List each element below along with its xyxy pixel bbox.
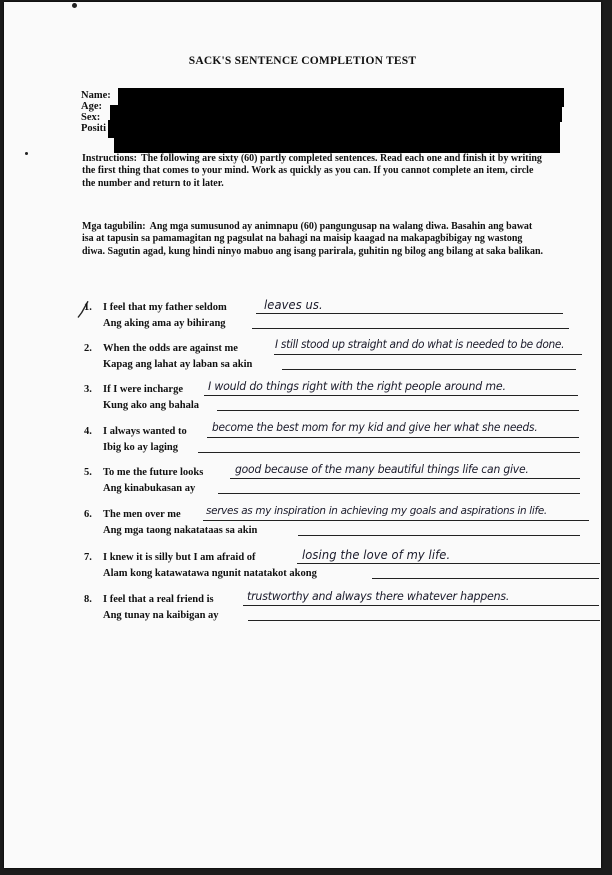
- answer-line: [256, 313, 563, 314]
- item-prompt: I feel that a real friend is: [103, 594, 214, 605]
- paper-speck: [25, 152, 28, 155]
- item-translation: Ang kinabukasan ay: [103, 483, 196, 494]
- tagubilin-block: [82, 221, 544, 258]
- sentence-item: [82, 547, 601, 582]
- answer-line: [207, 437, 579, 438]
- item-translation: Alam kong katawatawa ngunit natatakot akong: [103, 568, 317, 579]
- answer-line: [198, 452, 580, 453]
- item-prompt: The men over me: [103, 509, 181, 520]
- sentence-item: [82, 589, 601, 624]
- paper-speck: [72, 3, 77, 8]
- item-translation: Ibig ko ay laging: [103, 442, 178, 453]
- sentence-item: [82, 421, 601, 456]
- answer-line: [252, 328, 569, 329]
- handwritten-answer: become the best mom for my kid and give her what she needs.: [212, 421, 538, 435]
- answer-line: [203, 520, 589, 521]
- handwritten-answer: leaves us.: [264, 297, 323, 313]
- handwritten-answer: I still stood up straight and do what is needed to be done.: [275, 338, 565, 352]
- answer-line: [230, 478, 580, 479]
- answer-line: [372, 578, 599, 579]
- sentence-item: [82, 504, 601, 539]
- item-prompt: I feel that my father seldom: [103, 302, 227, 313]
- personal-info-fields: [81, 90, 111, 134]
- instructions-label: Instructions:: [82, 153, 138, 164]
- sex-field-label: Sex:: [81, 112, 101, 123]
- answer-line: [297, 563, 600, 564]
- tagubilin-label: Mga tagubilin:: [82, 221, 146, 232]
- item-number: 5.: [84, 467, 92, 478]
- instructions-text: The following are sixty (60) partly completed sentences. Read each one and finish it by writing the first thing that comes to your mind. Work as quickly as you can. If you cannot complete an item, circle the number and return to it later.: [82, 153, 542, 189]
- handwritten-answer: I would do things right with the right people around me.: [208, 379, 506, 394]
- item-number: 7.: [84, 552, 92, 563]
- document-page: [4, 2, 601, 868]
- handwritten-answer: serves as my inspiration in achieving my goals and aspirations in life.: [206, 504, 547, 518]
- age-field-label: Age:: [81, 101, 102, 112]
- item-number: 1.: [84, 302, 92, 313]
- item-translation: Kapag ang lahat ay laban sa akin: [103, 359, 253, 370]
- item-number: 8.: [84, 594, 92, 605]
- redaction-bar: [114, 135, 560, 153]
- handwritten-answer: trustworthy and always there whatever happens.: [247, 589, 510, 604]
- item-number: 3.: [84, 384, 92, 395]
- answer-line: [274, 354, 582, 355]
- item-prompt: I always wanted to: [103, 426, 187, 437]
- document-title: SACK'S SENTENCE COMPLETION TEST: [188, 55, 417, 67]
- item-prompt: I knew it is silly but I am afraid of: [103, 552, 256, 563]
- instructions-block: [82, 153, 544, 190]
- item-translation: Ang aking ama ay bihirang: [103, 318, 226, 329]
- answer-line: [217, 410, 579, 411]
- item-number: 6.: [84, 509, 92, 520]
- position-field-label: Positi: [81, 123, 107, 134]
- sentence-item: [82, 462, 601, 497]
- handwritten-answer: good because of the many beautiful things life can give.: [235, 462, 529, 477]
- answer-line: [298, 535, 580, 536]
- name-field-label: Name:: [81, 90, 111, 101]
- answer-line: [204, 395, 578, 396]
- item-number: 4.: [84, 426, 92, 437]
- sentence-item: [82, 338, 601, 373]
- answer-line: [243, 605, 599, 606]
- item-prompt: When the odds are against me: [103, 343, 238, 354]
- answer-line: [248, 620, 600, 621]
- item-prompt: To me the future looks: [103, 467, 204, 478]
- item-number: 2.: [84, 343, 92, 354]
- handwritten-answer: losing the love of my life.: [302, 547, 451, 563]
- item-translation: Kung ako ang bahala: [103, 400, 199, 411]
- tagubilin-text: Ang mga sumusunod ay animnapu (60) pangungusap na walang diwa. Basahin ang bawat isa at tapusin sa pamamagitan ng pagsulat na bahagi na maisip kaagad na makapagbibigay ng wastong diwa. Sagutin agad, kung hindi ninyo mabuo ang isang parirala, guhitin ng bilog ang bilang at saka balikan.: [82, 221, 544, 257]
- item-prompt: If I were incharge: [103, 384, 183, 395]
- item-translation: Ang tunay na kaibigan ay: [103, 610, 219, 621]
- item-translation: Ang mga taong nakatataas sa akin: [103, 525, 258, 536]
- sentence-item: [82, 379, 601, 414]
- sentence-item: [82, 297, 601, 332]
- answer-line: [282, 369, 576, 370]
- answer-line: [218, 493, 580, 494]
